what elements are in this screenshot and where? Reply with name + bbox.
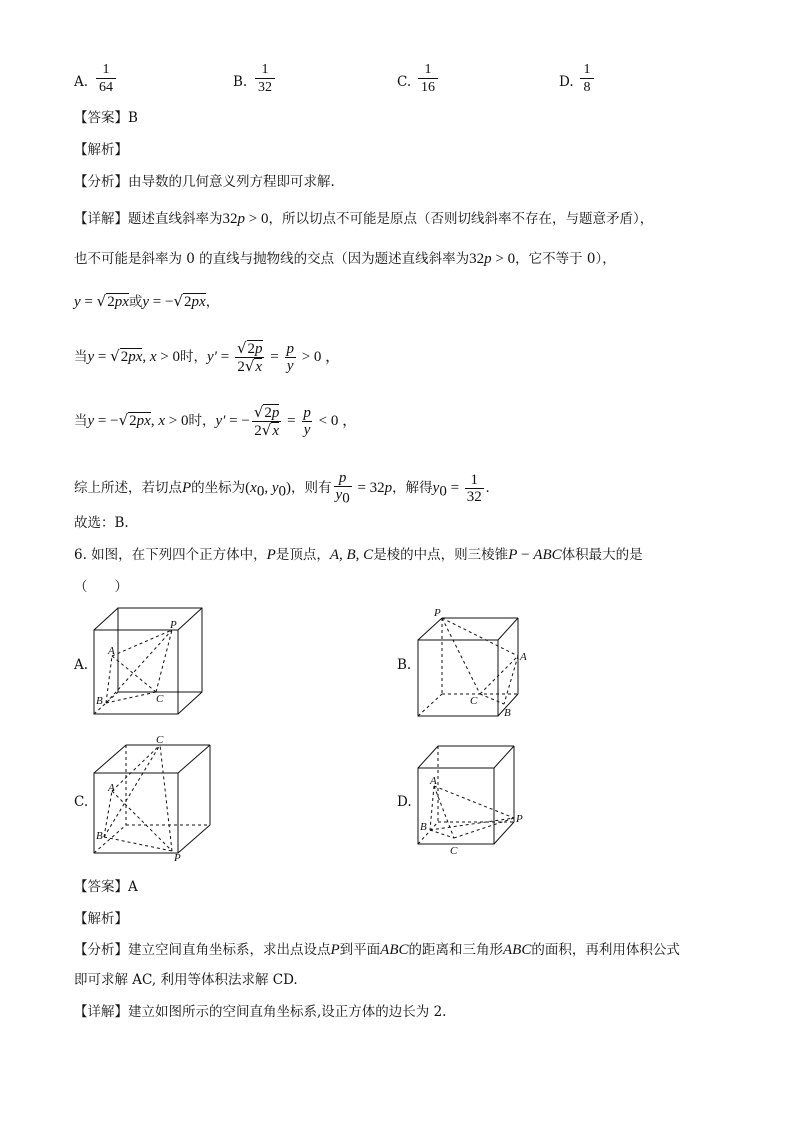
option-c-fraction: 1 16 — [418, 62, 438, 97]
point-a-label: A — [430, 775, 437, 787]
guxuan-line: 故选：B. — [74, 515, 129, 531]
point-c-label: C — [156, 734, 164, 746]
detail-line-1: 【详解】题述直线斜率为32p > 0，所以切点不可能是原点（否则切线斜率不存在，与题意矛盾）， — [74, 211, 654, 227]
option-d-fraction: 1 8 — [580, 62, 594, 97]
analysis2-tag: 【解析】 — [74, 911, 128, 927]
answer-tag: 【答案】B — [74, 110, 138, 126]
fig-b-label: B. — [397, 657, 412, 673]
option-a-label: A. — [74, 74, 89, 90]
analysis-tag: 【解析】 — [74, 142, 128, 158]
point-p-label: P — [434, 607, 441, 619]
summary-line: 综上所述，若切点P的坐标为($x_0$, $y_0$)，则有 $\frac{p}{y_0}$ = 32p，解得$y_0$ = $\frac{1}{32}$ . — [74, 470, 490, 507]
detail-line-2: 也不可能是斜率为 0 的直线与抛物线的交点（因为题述直线斜率为32p > 0，它不等于 0）， — [74, 251, 616, 267]
point-a-label: A — [108, 645, 115, 657]
answer2-tag: 【答案】A — [74, 879, 138, 895]
detail-tag: 【详解】 — [74, 211, 128, 227]
point-a-label: A — [108, 782, 115, 794]
point-c-label: C — [156, 693, 164, 705]
cube-figure-d — [414, 740, 544, 860]
cube-figure-c — [90, 733, 220, 863]
question-6-paren: （ ） — [74, 579, 128, 595]
point-a-label: A — [520, 651, 527, 663]
fenxi2-line-1: 【分析】建立空间直角坐标系，求出点设点P到平面ABC的距离和三角形ABC的面积，再利用体积公式 — [74, 942, 680, 958]
fenxi-line — [74, 173, 335, 191]
point-b-label: B — [96, 695, 103, 707]
point-b-label: B — [420, 821, 427, 833]
cube-figure-a — [90, 604, 220, 722]
fenxi-text: 由导数的几何意义列方程即可求解. — [128, 174, 335, 190]
fig-a-label: A. — [74, 657, 89, 673]
point-c-label: C — [450, 845, 458, 857]
formula-case-1: 当y = √2px, x > 0时，y′ = $\frac{√2p}{2√x}$ = $\frac{p}{y}$ > 0 ， — [74, 339, 341, 375]
cube-figure-b — [414, 604, 544, 722]
fig-d-label: D. — [397, 794, 412, 810]
option-c-label: C. — [397, 74, 412, 90]
option-a-fraction: 1 64 — [96, 62, 116, 97]
point-c-label: C — [470, 695, 478, 707]
fenxi-tag: 【分析】 — [74, 174, 128, 190]
formula-case-2: 当y = −√2px, x > 0时，y′ = − $\frac{√2p}{2√x}$ = $\frac{p}{y}$ < 0 ， — [74, 403, 358, 439]
point-b-label: B — [96, 830, 103, 842]
option-b-fraction: 1 32 — [255, 62, 275, 97]
point-p-label: P — [174, 852, 181, 863]
formula-y: y = √2px或y = −√2px， — [74, 292, 220, 310]
question-6-text: 6. 如图，在下列四个正方体中，P是顶点，A, B, C是棱的中点，则三棱锥P − ABC体积最大的是 — [74, 547, 643, 563]
point-p-label: P — [516, 813, 523, 825]
option-d-label: D. — [559, 74, 574, 90]
point-b-label: B — [504, 707, 511, 719]
fenxi2-line-2: 即可求解 AC, 利用等体积法求解 CD. — [74, 972, 298, 988]
point-p-label: P — [170, 619, 177, 631]
option-b-label: B. — [233, 74, 248, 90]
detail2-line: 【详解】建立如图所示的空间直角坐标系,设正方体的边长为 2. — [74, 1004, 447, 1020]
fig-c-label: C. — [74, 794, 89, 810]
